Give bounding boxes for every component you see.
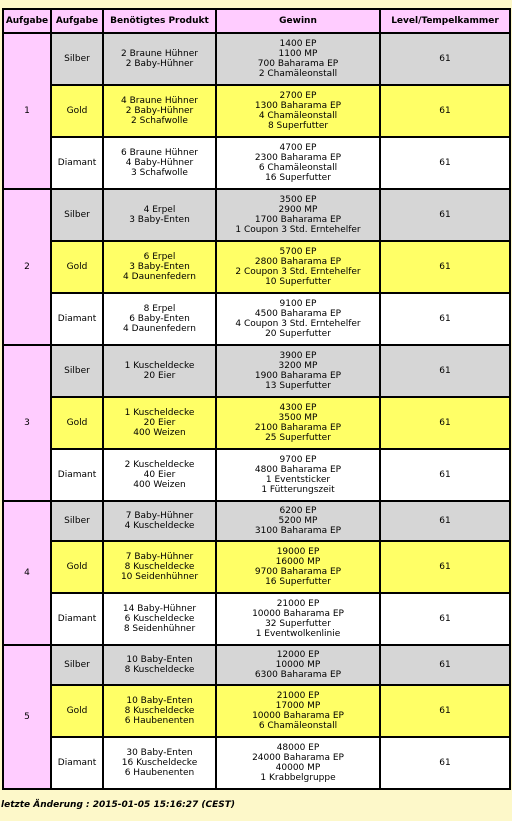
required-products bbox=[104, 190, 217, 242]
rewards bbox=[217, 686, 381, 738]
tier-level: Gold bbox=[52, 686, 104, 738]
last-modified: letzte Änderung : 2015-01-05 15:16:27 (CEST) bbox=[1, 800, 235, 810]
reward-line: 1100 MP bbox=[278, 49, 318, 59]
reward-line: 12000 EP bbox=[276, 650, 320, 660]
product-line: 2 Schafwolle bbox=[131, 116, 188, 126]
reward-line: 4500 Baharama EP bbox=[254, 309, 342, 319]
reward-line: 1 Coupon 3 Std. Erntehelfer bbox=[235, 225, 361, 235]
product-line: 20 Eier bbox=[143, 371, 176, 381]
rewards bbox=[217, 294, 381, 346]
product-line: 4 Baby-Hühner bbox=[125, 158, 194, 168]
reward-line: 25 Superfutter bbox=[265, 433, 331, 443]
reward-line: 2800 Baharama EP bbox=[254, 257, 342, 267]
product-line: 6 Haubenenten bbox=[124, 768, 195, 778]
required-products bbox=[104, 646, 217, 686]
header-level: Aufgabe bbox=[52, 10, 104, 34]
table-row bbox=[4, 450, 511, 502]
table-row bbox=[4, 594, 511, 646]
reward-line: 9700 EP bbox=[279, 455, 317, 465]
reward-line: 10000 Baharama EP bbox=[252, 711, 344, 721]
required-products bbox=[104, 594, 217, 646]
temple-chamber-level: 61 bbox=[381, 646, 511, 686]
product-line: 4 Erpel bbox=[143, 205, 176, 215]
required-products bbox=[104, 542, 217, 594]
rewards bbox=[217, 190, 381, 242]
product-line: 14 Baby-Hühner bbox=[122, 604, 197, 614]
rewards bbox=[217, 502, 381, 542]
rewards bbox=[217, 398, 381, 450]
product-line: 8 Erpel bbox=[143, 304, 176, 314]
reward-line: 3500 MP bbox=[278, 413, 318, 423]
reward-line: 4300 EP bbox=[279, 403, 317, 413]
tier-level: Gold bbox=[52, 86, 104, 138]
product-line: 3 Baby-Enten bbox=[129, 262, 190, 272]
product-line: 10 Baby-Enten bbox=[126, 696, 193, 706]
tier-level: Diamant bbox=[52, 450, 104, 502]
table-row bbox=[4, 86, 511, 138]
required-products bbox=[104, 242, 217, 294]
task-number: 5 bbox=[4, 646, 52, 790]
table-row bbox=[4, 190, 511, 242]
task-number: 3 bbox=[4, 346, 52, 502]
reward-line: 9100 EP bbox=[279, 299, 317, 309]
header-products: Benötigtes Produkt bbox=[104, 10, 217, 34]
required-products bbox=[104, 138, 217, 190]
required-products bbox=[104, 686, 217, 738]
reward-line: 20 Superfutter bbox=[265, 329, 331, 339]
task-number: 2 bbox=[4, 190, 52, 346]
rewards bbox=[217, 542, 381, 594]
product-line: 4 Kuscheldecke bbox=[124, 521, 195, 531]
product-line: 4 Daunenfedern bbox=[123, 272, 196, 282]
reward-line: 1900 Baharama EP bbox=[254, 371, 342, 381]
product-line: 6 Haubenenten bbox=[124, 716, 195, 726]
temple-chamber-level: 61 bbox=[381, 542, 511, 594]
reward-line: 2 Coupon 3 Std. Erntehelfer bbox=[235, 267, 361, 277]
table-row bbox=[4, 34, 511, 86]
table-row bbox=[4, 646, 511, 686]
reward-line: 32 Superfutter bbox=[265, 619, 331, 629]
reward-line: 6 Chamäleonstall bbox=[258, 721, 338, 731]
product-line: 3 Schafwolle bbox=[131, 168, 188, 178]
product-line: 2 Kuscheldecke bbox=[124, 460, 195, 470]
table-row bbox=[4, 502, 511, 542]
reward-line: 1 Fütterungszeit bbox=[261, 485, 335, 495]
reward-line: 21000 EP bbox=[276, 691, 320, 701]
rewards bbox=[217, 34, 381, 86]
reward-line: 21000 EP bbox=[276, 599, 320, 609]
product-line: 40 Eier bbox=[143, 470, 176, 480]
product-line: 2 Baby-Hühner bbox=[125, 59, 194, 69]
product-line: 8 Kuscheldecke bbox=[124, 665, 195, 675]
reward-line: 1 Krabbelgruppe bbox=[260, 773, 336, 783]
tier-level: Gold bbox=[52, 242, 104, 294]
reward-line: 10000 Baharama EP bbox=[252, 609, 344, 619]
reward-line: 5200 MP bbox=[278, 516, 318, 526]
reward-line: 1 Eventwolkenlinie bbox=[255, 629, 341, 639]
task-number: 4 bbox=[4, 502, 52, 646]
temple-chamber-level: 61 bbox=[381, 242, 511, 294]
tier-level: Silber bbox=[52, 190, 104, 242]
reward-line: 4800 Baharama EP bbox=[254, 465, 342, 475]
tier-level: Gold bbox=[52, 542, 104, 594]
table-row bbox=[4, 138, 511, 190]
product-line: 400 Weizen bbox=[133, 480, 186, 490]
reward-line: 16000 MP bbox=[275, 557, 321, 567]
temple-chamber-level: 61 bbox=[381, 686, 511, 738]
rewards bbox=[217, 594, 381, 646]
table-row bbox=[4, 346, 511, 398]
reward-line: 700 Baharama EP bbox=[257, 59, 339, 69]
rewards bbox=[217, 138, 381, 190]
reward-line: 2100 Baharama EP bbox=[254, 423, 342, 433]
reward-line: 3200 MP bbox=[278, 361, 318, 371]
tier-level: Silber bbox=[52, 646, 104, 686]
reward-line: 19000 EP bbox=[276, 547, 320, 557]
product-line: 3 Baby-Enten bbox=[129, 215, 190, 225]
temple-chamber-level: 61 bbox=[381, 294, 511, 346]
required-products bbox=[104, 34, 217, 86]
reward-line: 1700 Baharama EP bbox=[254, 215, 342, 225]
reward-line: 24000 Baharama EP bbox=[252, 753, 344, 763]
required-products bbox=[104, 450, 217, 502]
reward-line: 1 Eventsticker bbox=[265, 475, 331, 485]
reward-line: 3500 EP bbox=[279, 195, 317, 205]
product-line: 8 Kuscheldecke bbox=[124, 562, 195, 572]
product-line: 1 Kuscheldecke bbox=[124, 408, 195, 418]
product-line: 400 Weizen bbox=[133, 428, 186, 438]
reward-line: 6300 Baharama EP bbox=[254, 670, 342, 680]
table-row bbox=[4, 686, 511, 738]
product-line: 7 Baby-Hühner bbox=[125, 511, 194, 521]
product-line: 4 Braune Hühner bbox=[121, 96, 198, 106]
reward-line: 13 Superfutter bbox=[265, 381, 331, 391]
rewards bbox=[217, 646, 381, 686]
rewards bbox=[217, 738, 381, 790]
reward-line: 9700 Baharama EP bbox=[254, 567, 342, 577]
product-line: 2 Baby-Hühner bbox=[125, 106, 194, 116]
tier-level: Silber bbox=[52, 346, 104, 398]
reward-line: 4 Coupon 3 Std. Erntehelfer bbox=[235, 319, 361, 329]
reward-line: 17000 MP bbox=[275, 701, 321, 711]
product-line: 6 Baby-Enten bbox=[129, 314, 190, 324]
tier-level: Gold bbox=[52, 398, 104, 450]
product-line: 6 Kuscheldecke bbox=[124, 614, 195, 624]
reward-line: 10 Superfutter bbox=[265, 277, 331, 287]
tier-level: Diamant bbox=[52, 738, 104, 790]
rewards bbox=[217, 450, 381, 502]
required-products bbox=[104, 294, 217, 346]
required-products bbox=[104, 86, 217, 138]
rewards bbox=[217, 346, 381, 398]
reward-line: 16 Superfutter bbox=[265, 577, 331, 587]
product-line: 8 Seidenhühner bbox=[123, 624, 196, 634]
temple-chamber-level: 61 bbox=[381, 190, 511, 242]
product-line: 20 Eier bbox=[143, 418, 176, 428]
reward-line: 10000 MP bbox=[275, 660, 321, 670]
product-line: 16 Kuscheldecke bbox=[121, 758, 198, 768]
header-task: Aufgabe bbox=[4, 10, 52, 34]
reward-line: 2700 EP bbox=[279, 91, 317, 101]
tier-level: Silber bbox=[52, 34, 104, 86]
temple-chamber-level: 61 bbox=[381, 346, 511, 398]
reward-line: 6200 EP bbox=[279, 506, 317, 516]
reward-line: 4700 EP bbox=[279, 143, 317, 153]
table-row bbox=[4, 242, 511, 294]
product-line: 2 Braune Hühner bbox=[121, 49, 198, 59]
tier-level: Diamant bbox=[52, 594, 104, 646]
tier-level: Diamant bbox=[52, 294, 104, 346]
product-line: 8 Kuscheldecke bbox=[124, 706, 195, 716]
tier-level: Silber bbox=[52, 502, 104, 542]
quest-table-body bbox=[4, 34, 511, 790]
product-line: 1 Kuscheldecke bbox=[124, 361, 195, 371]
reward-line: 3100 Baharama EP bbox=[254, 526, 342, 536]
reward-line: 3900 EP bbox=[279, 351, 317, 361]
reward-line: 40000 MP bbox=[275, 763, 321, 773]
required-products bbox=[104, 346, 217, 398]
reward-line: 6 Chamäleonstall bbox=[258, 163, 338, 173]
task-number: 1 bbox=[4, 34, 52, 190]
product-line: 6 Braune Hühner bbox=[121, 148, 198, 158]
header-row bbox=[4, 10, 511, 34]
product-line: 10 Baby-Enten bbox=[126, 655, 193, 665]
temple-chamber-level: 61 bbox=[381, 594, 511, 646]
temple-chamber-level: 61 bbox=[381, 86, 511, 138]
reward-line: 1300 Baharama EP bbox=[254, 101, 342, 111]
reward-line: 8 Superfutter bbox=[267, 121, 329, 131]
product-line: 7 Baby-Hühner bbox=[125, 552, 194, 562]
temple-chamber-level: 61 bbox=[381, 450, 511, 502]
reward-line: 16 Superfutter bbox=[265, 173, 331, 183]
required-products bbox=[104, 398, 217, 450]
quest-table bbox=[2, 8, 511, 790]
header-chamber: Level/Tempelkammer bbox=[381, 10, 511, 34]
product-line: 6 Erpel bbox=[143, 252, 176, 262]
product-line: 30 Baby-Enten bbox=[126, 748, 193, 758]
product-line: 4 Daunenfedern bbox=[123, 324, 196, 334]
product-line: 10 Seidenhühner bbox=[120, 572, 199, 582]
reward-line: 1400 EP bbox=[279, 39, 317, 49]
reward-line: 2300 Baharama EP bbox=[254, 153, 342, 163]
reward-line: 5700 EP bbox=[279, 247, 317, 257]
temple-chamber-level: 61 bbox=[381, 502, 511, 542]
temple-chamber-level: 61 bbox=[381, 398, 511, 450]
rewards bbox=[217, 86, 381, 138]
header-rewards: Gewinn bbox=[217, 10, 381, 34]
table-row bbox=[4, 542, 511, 594]
reward-line: 48000 EP bbox=[276, 743, 320, 753]
reward-line: 2900 MP bbox=[278, 205, 318, 215]
required-products bbox=[104, 502, 217, 542]
rewards bbox=[217, 242, 381, 294]
temple-chamber-level: 61 bbox=[381, 138, 511, 190]
tier-level: Diamant bbox=[52, 138, 104, 190]
required-products bbox=[104, 738, 217, 790]
temple-chamber-level: 61 bbox=[381, 738, 511, 790]
table-row bbox=[4, 294, 511, 346]
temple-chamber-level: 61 bbox=[381, 34, 511, 86]
reward-line: 4 Chamäleonstall bbox=[258, 111, 338, 121]
table-row bbox=[4, 398, 511, 450]
table-row bbox=[4, 738, 511, 790]
reward-line: 2 Chamäleonstall bbox=[258, 69, 338, 79]
